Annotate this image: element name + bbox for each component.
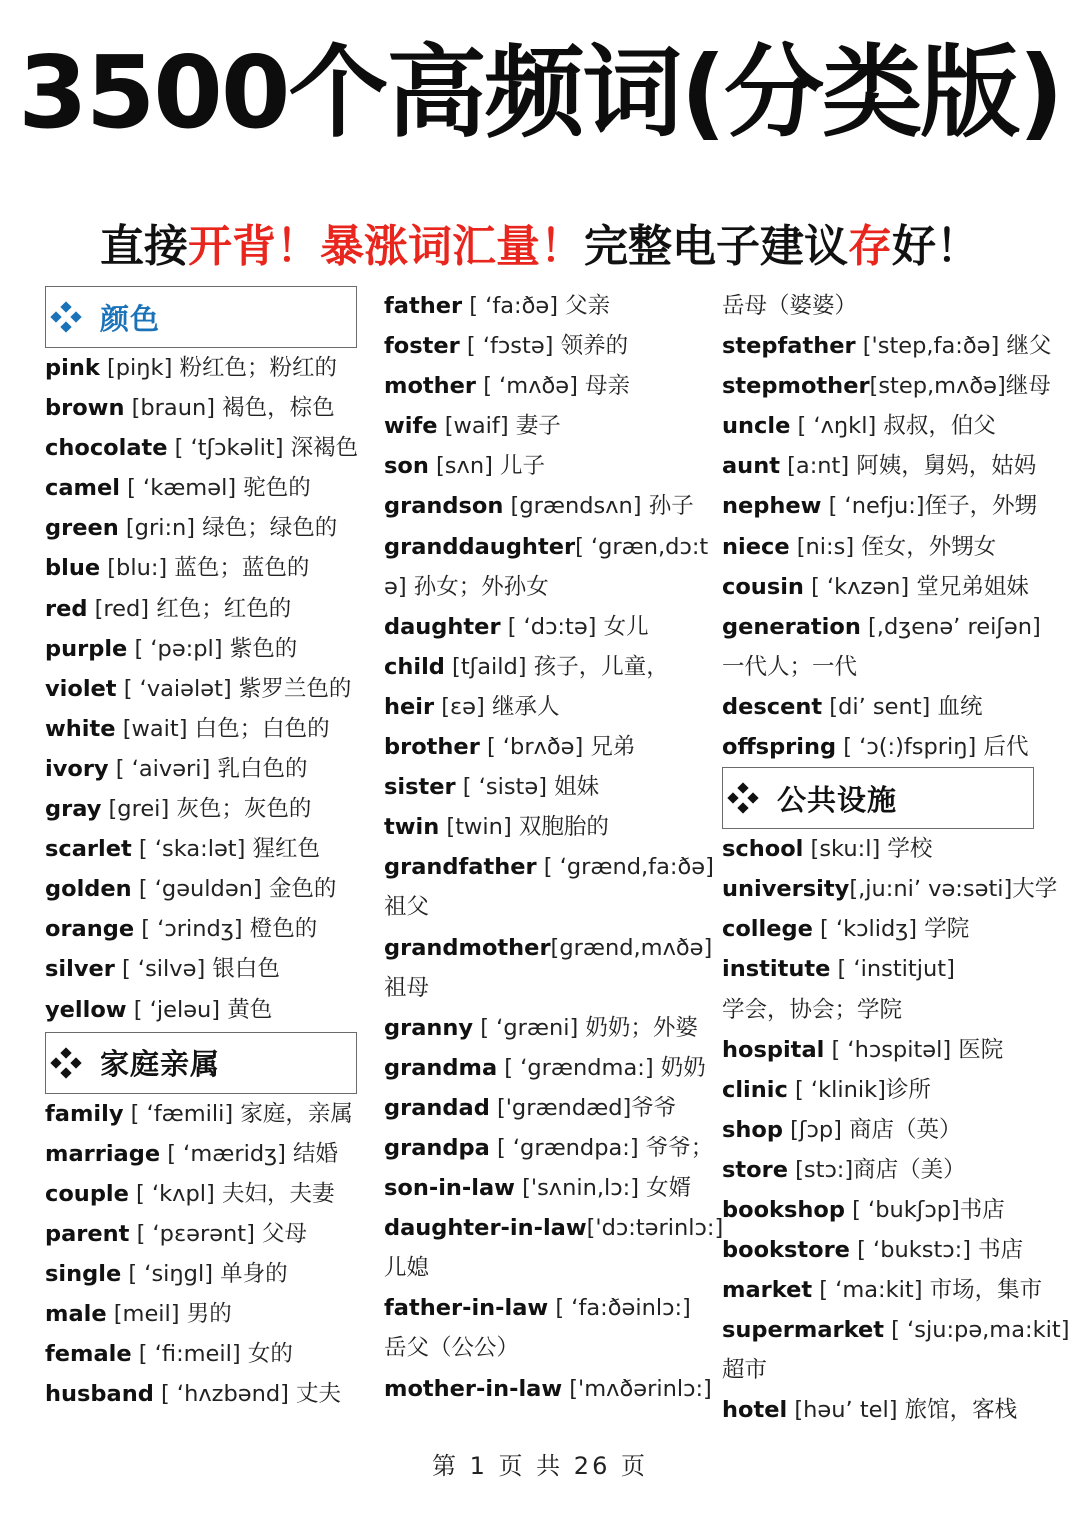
vocab-word: red	[45, 595, 88, 622]
vocab-word: father	[384, 293, 463, 319]
vocab-definition: [,ju:niʼ və:səti]大学	[849, 876, 1058, 903]
vocab-entry	[45, 1374, 365, 1414]
vocab-word: yellow	[45, 996, 127, 1023]
vocab-word: grandmother	[384, 934, 551, 961]
vocab-entry	[384, 1328, 704, 1368]
word-list-family-cont	[384, 286, 724, 1409]
vocab-word: orange	[45, 916, 135, 943]
vocab-entry	[384, 1369, 712, 1409]
word-list-colors	[45, 348, 365, 1030]
vocab-word: institute	[722, 956, 831, 983]
vocab-word: male	[45, 1301, 107, 1328]
vocab-entry	[45, 949, 365, 989]
vocab-word: bookshop	[722, 1196, 845, 1223]
vocab-definition: [ ʻgəuldən] 金色的	[131, 876, 337, 903]
vocab-definition: [ʃɔp] 商店（英）	[782, 1116, 962, 1143]
vocab-entry	[722, 1350, 1042, 1390]
vocab-entry	[722, 990, 1042, 1030]
vocab-word: school	[722, 836, 804, 863]
vocab-definition: [ ʻsistə] 姐妹	[455, 774, 600, 801]
vocab-definition: [həuʼ tel] 旅馆，客栈	[787, 1397, 1018, 1424]
vocab-definition: 岳母（婆婆）	[722, 293, 858, 319]
vocab-definition: [ ʻkɔlidʒ] 学院	[812, 916, 970, 943]
vocab-word: gray	[45, 796, 102, 823]
vocab-definition: [blu:] 蓝色；蓝色的	[100, 555, 310, 582]
vocab-entry	[45, 990, 365, 1030]
column-2	[384, 286, 724, 1409]
vocab-definition: [ ʻfa:ðə] 父亲	[462, 293, 611, 319]
vocab-word: green	[45, 515, 119, 542]
vocab-definition: [ ʻjeləu] 黄色	[126, 996, 273, 1023]
vocab-entry	[45, 629, 365, 669]
vocab-entry	[45, 1254, 365, 1294]
vocab-word: daughter	[384, 613, 501, 640]
vocab-entry	[722, 1270, 1042, 1310]
subtitle	[0, 212, 1080, 282]
subtitle-segment: 开背！	[188, 221, 320, 272]
vocab-word: cousin	[722, 573, 804, 600]
vocab-definition: [ ʻpɛərənt] 父母	[129, 1220, 308, 1247]
vocab-entry	[722, 1110, 1042, 1150]
vocab-definition: ['sʌnin,lɔ:] 女婿	[514, 1175, 692, 1202]
vocab-entry	[722, 1230, 1042, 1270]
vocab-entry	[384, 527, 709, 567]
vocab-entry	[45, 428, 365, 468]
vocab-definition: [ ʻkæməl] 驼色的	[119, 475, 311, 502]
vocab-definition: [ ʻtʃɔkəlit] 深褐色	[167, 435, 359, 462]
vocab-entry	[45, 869, 365, 909]
vocab-word: grandpa	[384, 1134, 490, 1161]
vocab-entry	[722, 829, 1042, 869]
vocab-entry	[722, 326, 1052, 366]
vocab-entry	[722, 727, 1042, 767]
vocab-entry	[384, 1288, 704, 1328]
page-footer: 第 1 页 共 26 页	[432, 1452, 648, 1480]
vocab-entry	[722, 1190, 1042, 1230]
vocab-entry	[722, 647, 1042, 687]
vocab-entry	[45, 1294, 365, 1334]
vocab-word: stepfather	[722, 333, 856, 360]
vocab-definition: [gri:n] 绿色；绿色的	[118, 515, 338, 542]
vocab-word: silver	[45, 956, 115, 983]
section-title: 颜色	[100, 301, 161, 336]
vocab-entry	[45, 909, 365, 949]
vocab-definition: [ ʻinstitjut]	[830, 956, 955, 983]
subtitle-segment: 完整电子建议	[584, 221, 848, 272]
vocab-entry	[45, 589, 365, 629]
section-header-family	[45, 1032, 357, 1094]
vocab-definition: [wait] 白色；白色的	[115, 715, 330, 742]
vocab-word: store	[722, 1156, 788, 1183]
vocab-entry	[384, 727, 704, 767]
vocab-definition: [ ʻgræni] 奶奶；外婆	[473, 1014, 698, 1041]
vocab-definition: [ ʻfi:meil] 女的	[131, 1341, 293, 1368]
vocab-word: hotel	[722, 1397, 788, 1424]
vocab-definition: [ ʻvaiələt] 紫罗兰色的	[116, 675, 352, 702]
vocab-definition: [ ʻmʌðə] 母亲	[476, 373, 631, 400]
vocab-word: marriage	[45, 1140, 161, 1167]
vocab-word: college	[722, 916, 813, 943]
vocab-definition: [ ʻgrænd,fa:ðə]	[536, 854, 714, 881]
vocab-word: couple	[45, 1180, 129, 1207]
vocab-definition: [ ʻpə:pl] 紫色的	[127, 635, 298, 662]
vocab-entry	[45, 388, 365, 428]
vocab-word: son	[384, 453, 429, 480]
vocab-definition: [grei] 灰色；灰色的	[101, 796, 312, 823]
vocab-entry	[384, 607, 704, 647]
vocab-entry	[384, 486, 704, 526]
vocab-word: market	[722, 1277, 813, 1304]
vocab-entry	[384, 887, 704, 927]
vocab-entry	[722, 446, 1042, 486]
vocab-entry	[722, 607, 1042, 647]
vocab-definition: [red] 红色；红色的	[87, 595, 292, 622]
vocab-definition: [ɛə] 继承人	[434, 693, 560, 720]
vocab-entry	[384, 1248, 704, 1288]
vocab-definition: [ ʻma:kit] 市场，集市	[812, 1277, 1043, 1304]
vocab-word: wife	[384, 413, 438, 440]
vocab-word: descent	[722, 693, 823, 720]
vocab-word: offspring	[722, 734, 837, 761]
vocab-entry	[45, 1174, 365, 1214]
vocab-entry	[722, 949, 1042, 989]
subtitle-segment: 直接	[100, 221, 188, 272]
vocab-word: generation	[722, 613, 861, 640]
section-header-facilities	[722, 767, 1034, 829]
vocab-word: blue	[45, 555, 101, 582]
vocab-entry	[45, 468, 365, 508]
diamond-bullet-icon	[50, 301, 82, 333]
vocab-word: grandad	[384, 1094, 490, 1121]
vocab-definition: [tʃaild] 孩子，儿童，	[444, 653, 669, 680]
vocab-entry	[384, 286, 704, 326]
word-list-family-cont-2	[722, 286, 1052, 767]
vocab-word: twin	[384, 814, 440, 841]
subtitle-segment: 存	[848, 221, 892, 272]
vocab-entry	[384, 567, 704, 607]
vocab-definition: [ ʻfɔstə] 领养的	[459, 333, 629, 360]
vocab-word: heir	[384, 693, 435, 720]
vocab-definition: [ ʻbukʃɔp]书店	[844, 1196, 1005, 1223]
vocab-definition: [braun] 褐色，棕色	[124, 395, 335, 422]
vocab-entry	[45, 829, 365, 869]
vocab-word: mother	[384, 373, 477, 400]
section-header-colors	[45, 286, 357, 348]
vocab-definition: [ ʻɔrindʒ] 橙色的	[134, 916, 318, 943]
vocab-entry	[45, 548, 365, 588]
diamond-bullet-icon	[50, 1047, 82, 1079]
vocab-word: stepmother	[722, 373, 870, 400]
vocab-entry	[384, 326, 704, 366]
vocab-definition: 超市	[722, 1357, 768, 1384]
vocab-entry	[384, 807, 704, 847]
vocab-entry	[45, 669, 365, 709]
section-title: 公共设施	[777, 782, 898, 817]
vocab-word: violet	[45, 675, 117, 702]
vocab-definition: ə] 孙女；外孙女	[384, 573, 549, 600]
vocab-definition: [sʌn] 儿子	[428, 453, 546, 480]
vocab-definition: [ ʻkʌpl] 夫妇，夫妻	[128, 1180, 335, 1207]
vocab-entry	[722, 486, 1042, 526]
vocab-word: supermarket	[722, 1317, 884, 1344]
vocab-word: son-in-law	[384, 1175, 515, 1202]
vocab-definition: ['mʌðərinlɔ:]	[562, 1375, 712, 1402]
vocab-definition: ['step,fa:ðə] 继父	[855, 333, 1052, 360]
vocab-definition: [ ʻkʌzən] 堂兄弟姐妹	[803, 573, 1029, 600]
vocab-word: bookstore	[722, 1237, 850, 1264]
vocab-definition: 儿媳	[384, 1255, 430, 1282]
vocab-entry	[384, 1008, 704, 1048]
vocab-definition: [ ʻdɔ:tə] 女儿	[500, 613, 649, 640]
vocab-definition: [ ʻfa:ðəinlɔ:]	[548, 1295, 691, 1322]
vocab-entry	[722, 1390, 1042, 1430]
vocab-definition: [meil] 男的	[106, 1301, 232, 1328]
vocab-definition: [ ʻsju:pə,ma:kit]	[883, 1317, 1070, 1344]
vocab-definition: 祖母	[384, 974, 430, 1001]
vocab-entry	[384, 446, 704, 486]
vocab-entry	[45, 1214, 365, 1254]
vocab-definition: ['dɔ:tərinlɔ:]	[586, 1215, 724, 1242]
vocab-definition: [ ʻɔ(:)fspriŋ] 后代	[836, 734, 1029, 761]
vocab-definition: 祖父	[384, 894, 430, 921]
vocab-word: foster	[384, 333, 460, 360]
vocab-definition: [ ʻsiŋgl] 单身的	[121, 1260, 288, 1287]
vocab-definition: [ ʻhʌzbənd] 丈夫	[153, 1381, 342, 1408]
vocab-definition: [ ʻska:lət] 猩红色	[131, 836, 321, 863]
vocab-definition: [ ʻsilvə] 银白色	[114, 956, 280, 983]
vocab-definition: [ ʻaivəri] 乳白色的	[108, 755, 308, 782]
vocab-definition: [sku:l] 学校	[803, 836, 933, 863]
vocab-word: golden	[45, 876, 132, 903]
column-1	[45, 286, 365, 1414]
vocab-definition: [ ʻmæridʒ] 结婚	[160, 1140, 339, 1167]
vocab-entry	[45, 789, 365, 829]
vocab-entry	[384, 1168, 704, 1208]
vocab-definition: [twin] 双胞胎的	[439, 814, 609, 841]
vocab-entry	[384, 1088, 704, 1128]
section-title: 家庭亲属	[100, 1047, 221, 1082]
vocab-entry	[384, 366, 704, 406]
vocab-entry	[722, 286, 1042, 326]
vocab-definition: [ ʻnefju:]侄子，外甥	[821, 493, 1038, 520]
vocab-definition: [step,mʌðə]继母	[869, 373, 1051, 400]
vocab-entry	[45, 749, 365, 789]
vocab-entry	[45, 1094, 365, 1134]
vocab-word: white	[45, 715, 116, 742]
subtitle-segment: 暴涨词汇量！	[320, 221, 584, 272]
vocab-definition: [ni:s] 侄女，外甥女	[789, 533, 997, 560]
vocab-definition: 学会，协会；学院	[722, 996, 903, 1023]
vocab-entry	[45, 348, 365, 388]
vocab-word: uncle	[722, 413, 791, 440]
vocab-word: granny	[384, 1014, 474, 1041]
vocab-word: husband	[45, 1381, 154, 1408]
vocab-word: camel	[45, 475, 120, 502]
vocab-entry	[384, 767, 704, 807]
vocab-definition: [ ʻbrʌðə] 兄弟	[479, 734, 636, 761]
vocab-entry	[722, 1030, 1042, 1070]
vocab-definition: [waif] 妻子	[437, 413, 561, 440]
vocab-definition: [ ʻgrændpa:] 爷爷；	[489, 1134, 714, 1161]
vocab-entry	[384, 1048, 704, 1088]
vocab-definition: [a:nt] 阿姨，舅妈，姑妈	[779, 453, 1037, 480]
vocab-entry	[722, 869, 1058, 909]
vocab-word: shop	[722, 1116, 783, 1143]
vocab-definition: [piŋk] 粉红色；粉红的	[99, 355, 337, 381]
vocab-word: single	[45, 1260, 122, 1287]
vocab-word: sister	[384, 774, 456, 801]
vocab-word: clinic	[722, 1076, 788, 1103]
word-list-facilities	[722, 829, 1070, 1430]
vocab-definition: [ ʻʌŋkl] 叔叔，伯父	[790, 413, 996, 440]
vocab-entry	[722, 527, 1042, 567]
vocab-word: university	[722, 876, 850, 903]
vocab-definition: [grændsʌn] 孙子	[503, 493, 694, 520]
page-title: 3500个高频词(分类版)	[18, 34, 1062, 151]
vocab-word: brown	[45, 395, 125, 422]
vocab-entry	[384, 847, 714, 887]
vocab-entry	[45, 508, 365, 548]
vocab-word: father-in-law	[384, 1295, 549, 1322]
vocab-entry	[45, 1334, 365, 1374]
vocab-word: grandson	[384, 493, 504, 520]
vocab-entry	[722, 406, 1042, 446]
vocab-entry	[722, 1150, 1042, 1190]
vocab-word: parent	[45, 1220, 130, 1247]
vocab-word: chocolate	[45, 435, 168, 462]
vocab-word: scarlet	[45, 836, 132, 863]
vocab-word: aunt	[722, 453, 780, 480]
vocab-definition: [ ʻhɔspitəl] 医院	[824, 1036, 1004, 1063]
vocab-word: purple	[45, 635, 128, 662]
vocab-word: hospital	[722, 1036, 825, 1063]
vocab-definition: [ ʻgrændma:] 奶奶	[497, 1054, 706, 1081]
vocab-word: family	[45, 1100, 124, 1127]
word-list-family	[45, 1094, 365, 1415]
vocab-definition: ['grændæd]爷爷	[489, 1094, 677, 1121]
column-3	[722, 286, 1070, 1431]
vocab-definition: 岳父（公公）	[384, 1335, 520, 1362]
vocab-word: child	[384, 653, 445, 680]
vocab-word: daughter-in-law	[384, 1215, 587, 1242]
vocab-definition: [diʼ sent] 血统	[822, 693, 983, 720]
subtitle-segment: 好！	[892, 221, 980, 272]
vocab-entry	[722, 1310, 1070, 1350]
vocab-definition: [ ʻbukstɔ:] 书店	[849, 1237, 1024, 1264]
vocab-word: grandma	[384, 1054, 498, 1081]
vocab-definition: [ ʻgræn,dɔ:t	[575, 533, 709, 560]
vocab-entry	[722, 567, 1042, 607]
vocab-definition: 一代人；一代	[722, 653, 858, 680]
vocab-word: niece	[722, 533, 790, 560]
vocab-entry	[384, 1208, 724, 1248]
vocab-definition: [grænd,mʌðə]	[550, 934, 713, 961]
vocab-word: grandfather	[384, 854, 537, 881]
vocab-definition: [ ʻklinik]诊所	[787, 1076, 931, 1103]
vocab-word: brother	[384, 734, 480, 761]
vocab-entry	[45, 709, 365, 749]
vocab-entry	[45, 1134, 365, 1174]
vocab-entry	[384, 406, 704, 446]
vocab-word: granddaughter	[384, 533, 576, 560]
vocab-definition: [ ʻfæmili] 家庭，亲属	[123, 1100, 353, 1127]
vocab-entry	[722, 366, 1051, 406]
vocab-word: nephew	[722, 493, 822, 520]
vocab-entry	[384, 968, 704, 1008]
vocab-definition: [,dʒenəʼ reiʃən]	[860, 613, 1041, 640]
vocab-entry	[722, 687, 1042, 727]
vocab-entry	[384, 1128, 714, 1168]
vocab-entry	[722, 1070, 1042, 1110]
vocab-entry	[384, 928, 713, 968]
vocab-entry	[384, 687, 704, 727]
vocab-word: pink	[45, 355, 100, 381]
vocab-entry	[722, 909, 1042, 949]
diamond-bullet-icon	[727, 782, 759, 814]
vocab-word: ivory	[45, 755, 109, 782]
vocab-definition: [stɔ:]商店（美）	[787, 1156, 966, 1183]
vocab-entry	[384, 647, 704, 687]
vocab-word: mother-in-law	[384, 1375, 563, 1402]
vocab-word: female	[45, 1341, 132, 1368]
